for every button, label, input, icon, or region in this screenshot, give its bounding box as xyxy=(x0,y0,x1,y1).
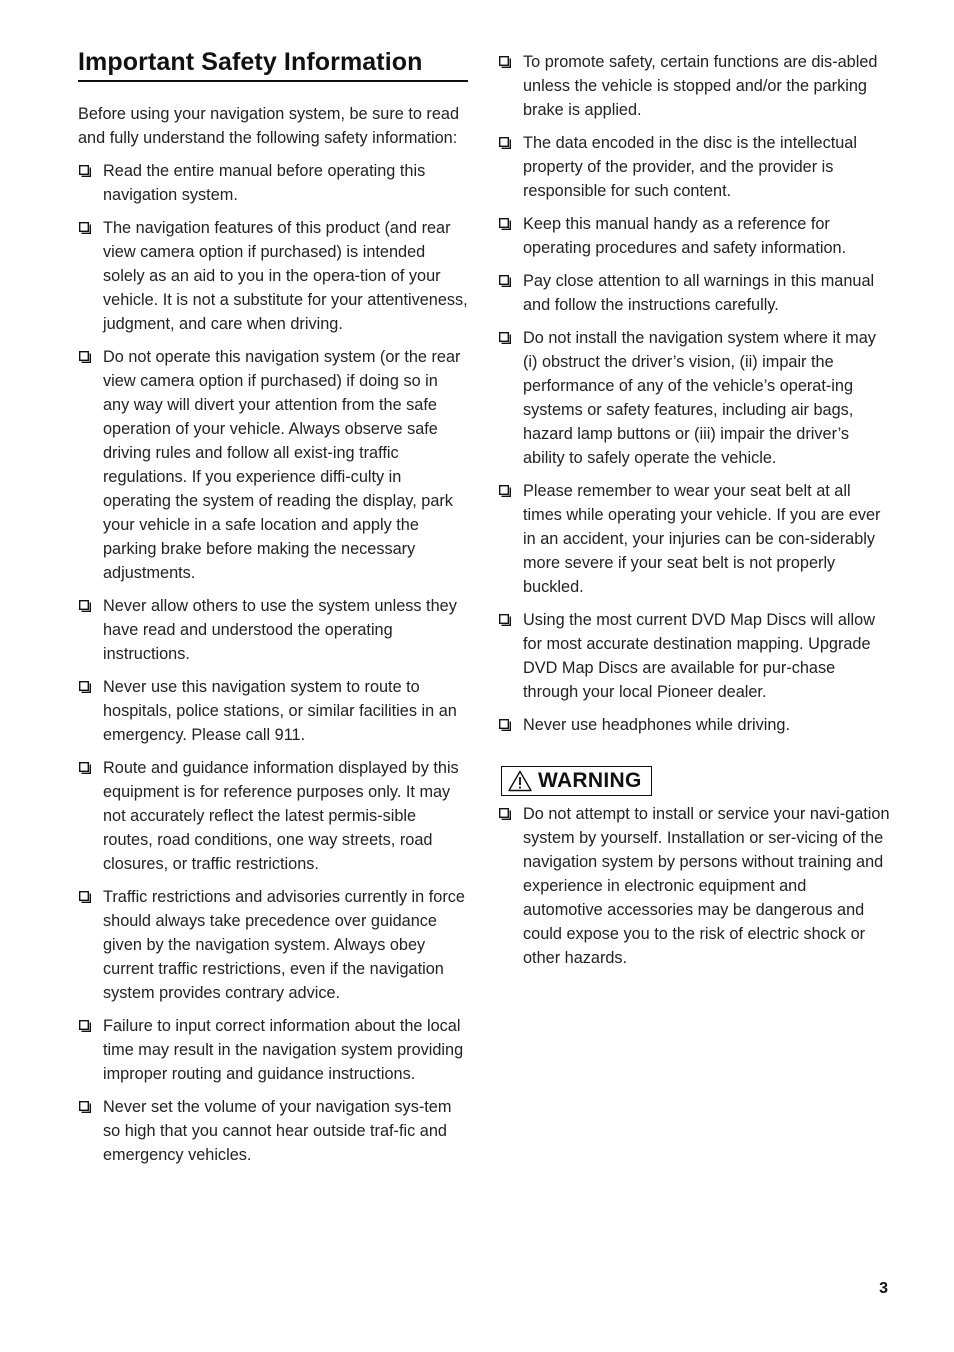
list-item-text: Do not operate this navigation system (or the rear view camera option if purchased) if doing so in any way will divert your attention from the safe operation of your vehicle. Always observe safe driving rules and follow all exist-ing traffic regulations. If you experience diffi-culty in operating the system of reading the display, park your vehicle in a safe location and apply the parking brake before making the necessary adjustments. xyxy=(103,348,461,582)
list-item-text: Never allow others to use the system unless they have read and understood the operating instructions. xyxy=(103,597,457,663)
list-item xyxy=(498,479,890,599)
list-item xyxy=(78,675,468,747)
checkbox-square-icon xyxy=(79,222,91,234)
checkbox-square-icon xyxy=(79,600,91,612)
checkbox-square-icon xyxy=(79,1101,91,1113)
list-item-text: To promote safety, certain functions are dis-abled unless the vehicle is stopped and/or the parking brake is applied. xyxy=(523,53,878,119)
list-item-text: Never use this navigation system to route to hospitals, police stations, or similar facilities in an emergency. Please call 911. xyxy=(103,678,457,744)
list-item-text: Please remember to wear your seat belt at all times while operating your vehicle. If you are ever in an accident, your injuries can be con-siderably more severe if your seat belt is not properly buckled. xyxy=(523,482,881,596)
list-item xyxy=(78,1095,468,1167)
list-item xyxy=(498,269,890,317)
intro-paragraph: Before using your navigation system, be sure to read and fully understand the following safety information: xyxy=(78,105,460,147)
checkbox-square-icon xyxy=(499,719,511,731)
checkbox-square-icon xyxy=(79,681,91,693)
left-column xyxy=(78,48,468,1176)
list-item xyxy=(78,1014,468,1086)
warning-bullet-list xyxy=(498,802,890,970)
list-item xyxy=(498,212,890,260)
list-item xyxy=(78,216,468,336)
checkbox-square-icon xyxy=(499,56,511,68)
list-item xyxy=(78,345,468,585)
page-title: Important Safety Information xyxy=(78,48,468,82)
right-column xyxy=(498,50,890,979)
list-item xyxy=(498,50,890,122)
list-item xyxy=(78,159,468,207)
list-item-text: Route and guidance information displayed by this equipment is for reference purposes only. It may not accurately reflect the latest permis-sible routes, road conditions, one way streets, road closures, or traffic restrictions. xyxy=(103,759,459,873)
list-item xyxy=(78,885,468,1005)
list-item-text: Traffic restrictions and advisories currently in force should always take precedence over guidance given by the navigation system. Always obey current traffic restrictions, even if the navigation system provides contrary advice. xyxy=(103,888,465,1002)
checkbox-square-icon xyxy=(79,351,91,363)
list-item xyxy=(498,326,890,470)
checkbox-square-icon xyxy=(499,275,511,287)
left-bullet-list xyxy=(78,159,468,1167)
list-item-text: Do not attempt to install or service your navi-gation system by yourself. Installation or ser-vicing of the navigation system by persons without training and experience in electronic equipment and automotive accessories may be dangerous and could expose you to the risk of electric shock or other hazards. xyxy=(523,805,890,967)
checkbox-square-icon xyxy=(499,485,511,497)
checkbox-square-icon xyxy=(79,762,91,774)
list-item-text: Do not install the navigation system where it may (i) obstruct the driver’s vision, (ii) impair the performance of any of the vehicle’s operat-ing systems or safety features, including air bags, hazard lamp buttons or (iii) impair the driver’s ability to safely operate the vehicle. xyxy=(523,329,876,467)
list-item-text: Never set the volume of your navigation sys-tem so high that you cannot hear outside traf-fic and emergency vehicles. xyxy=(103,1098,452,1164)
checkbox-square-icon xyxy=(499,614,511,626)
list-item-text: Read the entire manual before operating this navigation system. xyxy=(103,162,426,204)
warning-label: WARNING xyxy=(538,769,642,792)
list-item-text: Using the most current DVD Map Discs will allow for most accurate destination mapping. Upgrade DVD Map Discs are available for pur-chase through your local Pioneer dealer. xyxy=(523,611,875,701)
checkbox-square-icon xyxy=(79,891,91,903)
list-item xyxy=(498,131,890,203)
checkbox-square-icon xyxy=(499,218,511,230)
list-item-text: Keep this manual handy as a reference for operating procedures and safety information. xyxy=(523,215,847,257)
list-item xyxy=(498,608,890,704)
checkbox-square-icon xyxy=(499,137,511,149)
list-item xyxy=(498,713,890,737)
list-item-text: Never use headphones while driving. xyxy=(523,716,790,734)
list-item xyxy=(78,756,468,876)
checkbox-square-icon xyxy=(79,1020,91,1032)
warning-triangle-icon xyxy=(508,770,532,792)
list-item-text: Pay close attention to all warnings in this manual and follow the instructions carefully. xyxy=(523,272,875,314)
list-item-text: The data encoded in the disc is the intellectual property of the provider, and the provider is responsible for such content. xyxy=(523,134,857,200)
checkbox-square-icon xyxy=(499,332,511,344)
list-item xyxy=(498,802,890,970)
list-item-text: Failure to input correct information about the local time may result in the navigation system providing improper routing and guidance instructions. xyxy=(103,1017,464,1083)
list-item-text: The navigation features of this product (and rear view camera option if purchased) is intended solely as an aid to you in the opera-tion of your vehicle. It is not a substitute for your attentiveness, judgment, and care when driving. xyxy=(103,219,468,333)
list-item xyxy=(78,594,468,666)
checkbox-square-icon xyxy=(79,165,91,177)
page-number: 3 xyxy=(879,1280,888,1297)
right-bullet-list xyxy=(498,50,890,737)
checkbox-square-icon xyxy=(499,808,511,820)
warning-heading xyxy=(501,766,652,796)
